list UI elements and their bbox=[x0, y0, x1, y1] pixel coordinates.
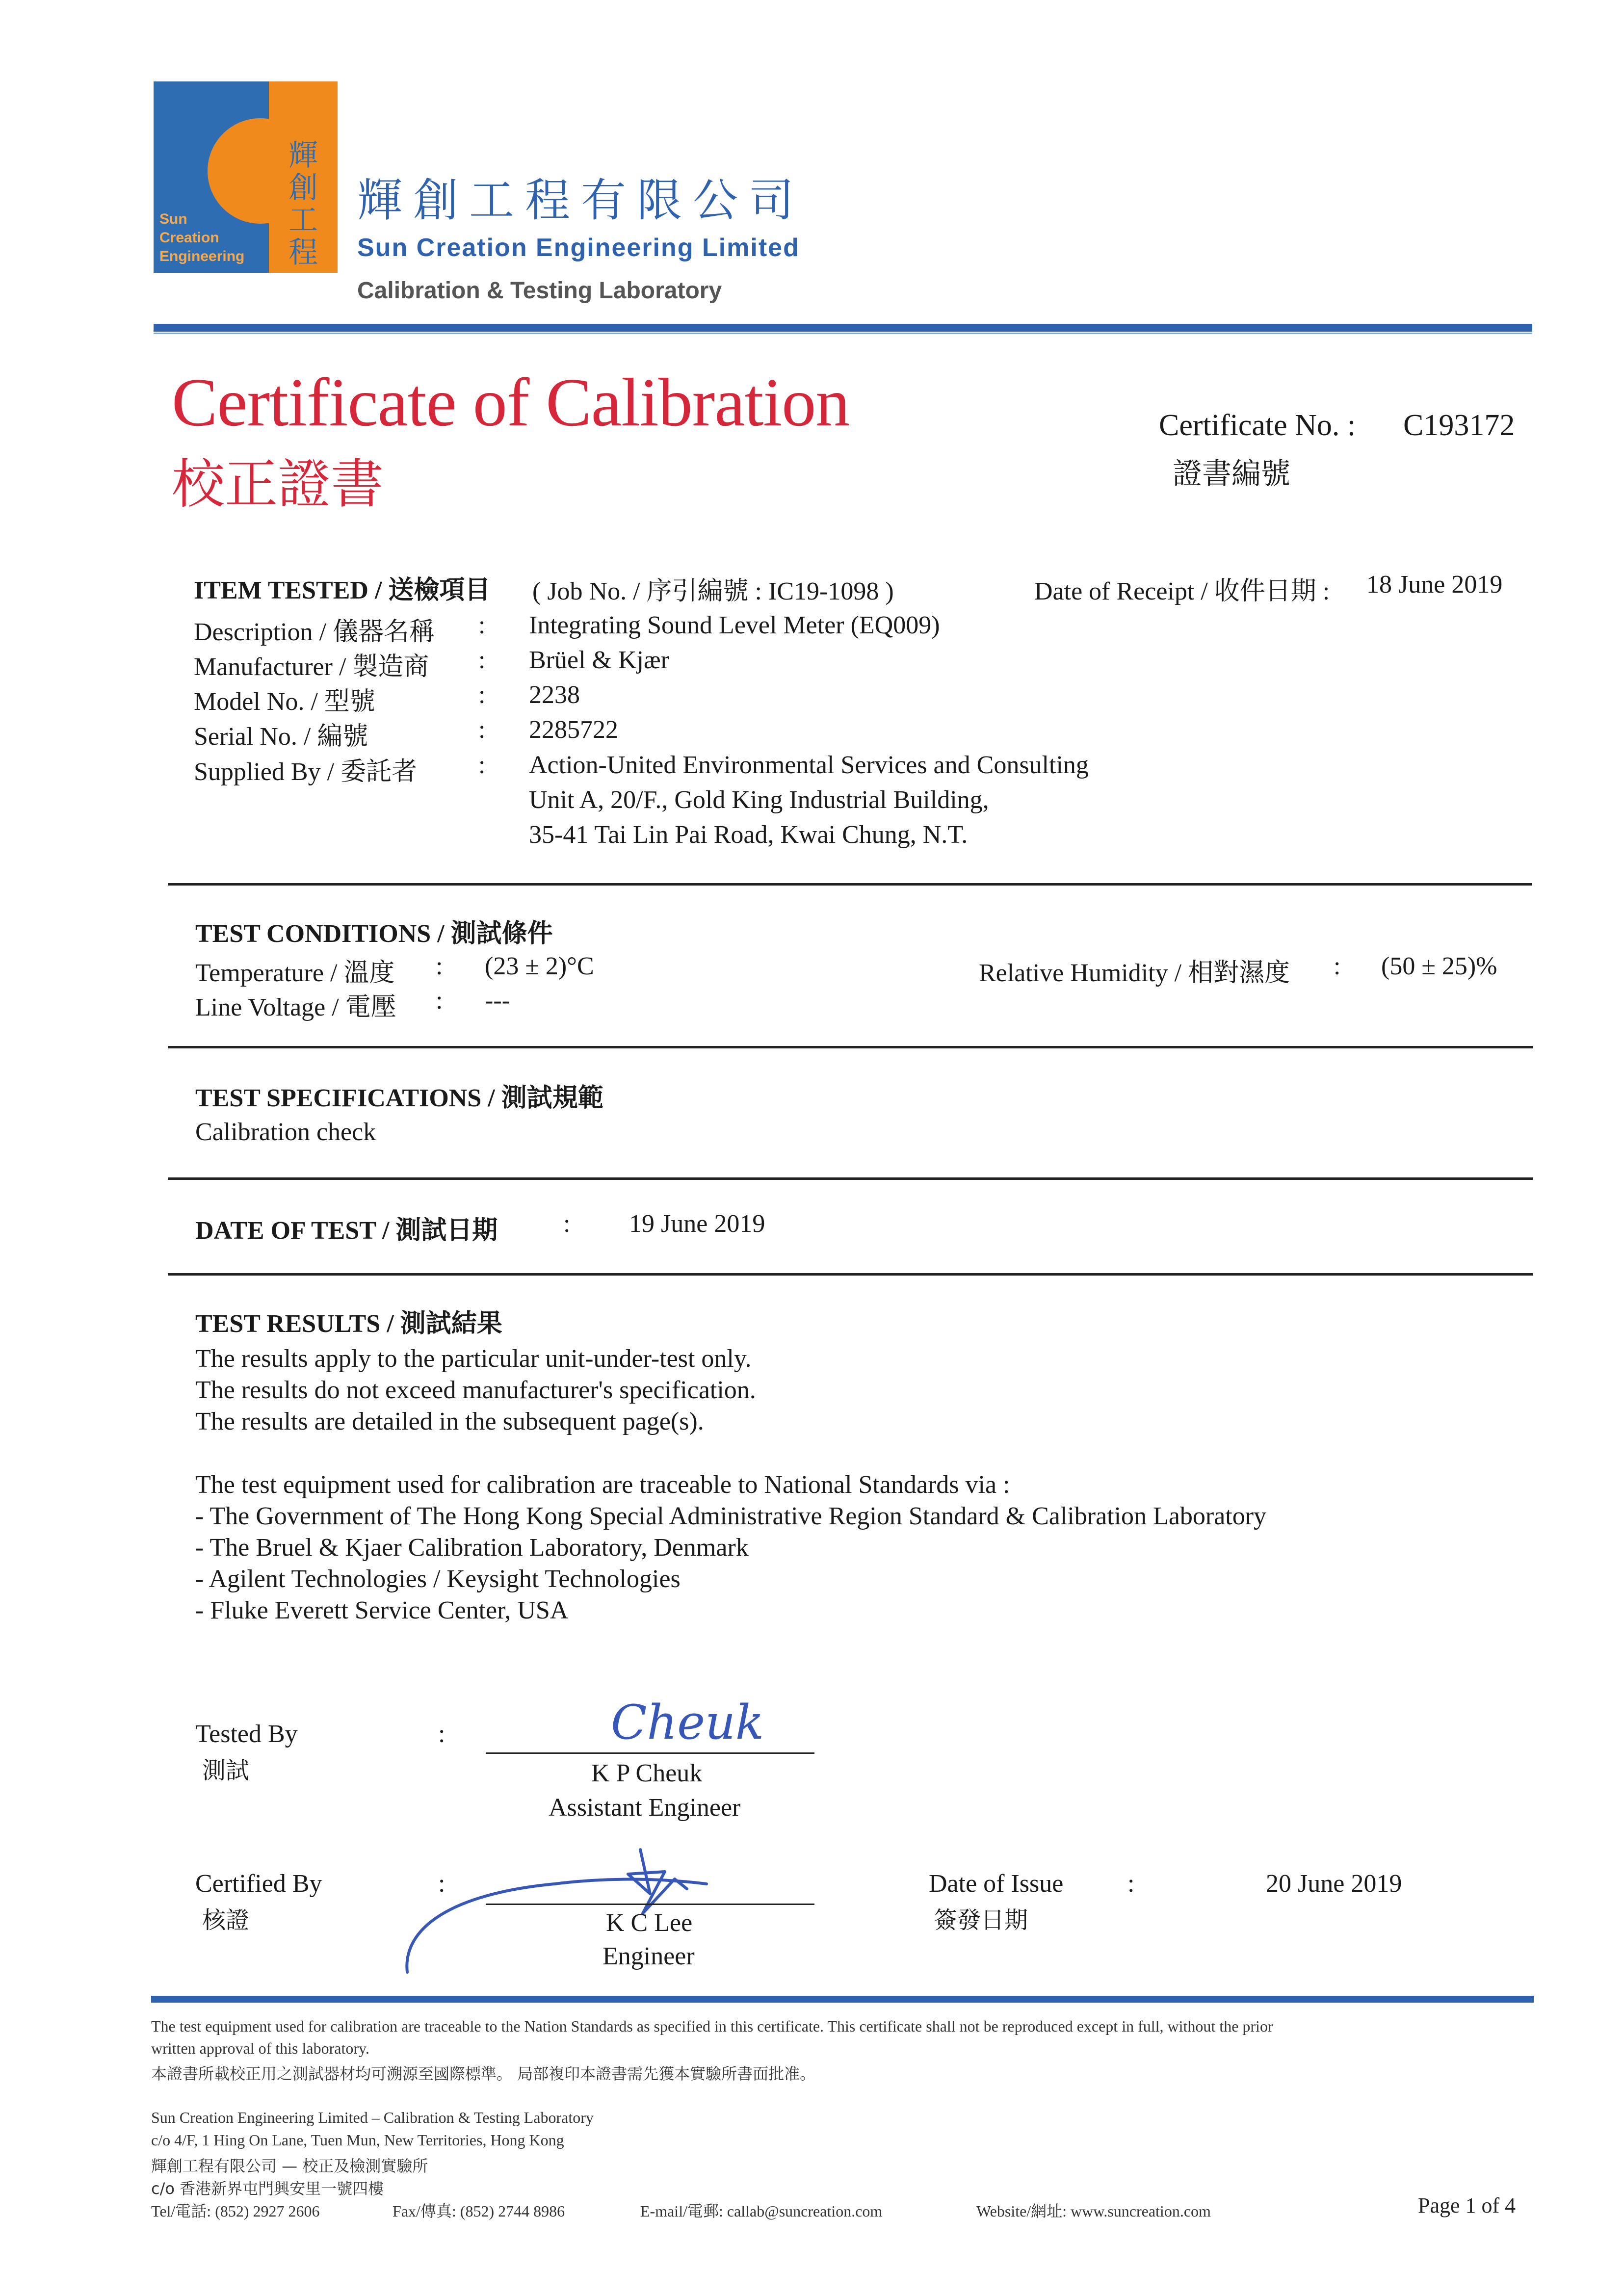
date-of-test-heading: DATE OF TEST / 測試日期 bbox=[195, 1217, 498, 1245]
colon: : bbox=[478, 751, 486, 779]
header-divider-thin bbox=[154, 333, 1532, 334]
result-line-1: The results apply to the particular unit-under-test only. bbox=[195, 1345, 752, 1373]
receipt-label: Date of Receipt / 收件日期 : bbox=[1034, 577, 1330, 605]
footer-email: E-mail/電郵: callab@suncreation.com bbox=[640, 2202, 883, 2220]
logo-cjk-1: 輝 bbox=[288, 138, 318, 173]
footer-note-cjk: 本證書所載校正用之測試器材均可溯源至國際標準。 局部複印本證書需先獲本實驗所書面批准。 bbox=[151, 2064, 816, 2083]
job-number: ( Job No. / 序引編號 : IC19-1098 ) bbox=[532, 577, 894, 605]
traceability-item-2: - The Bruel & Kjaer Calibration Laboratory, Denmark bbox=[195, 1534, 749, 1562]
tested-by-signature: Cheuk bbox=[611, 1695, 764, 1750]
cert-no-cjk: 證書編號 bbox=[1173, 457, 1290, 491]
test-specs-heading: TEST SPECIFICATIONS / 測試規範 bbox=[195, 1084, 603, 1112]
traceability-item-4: - Fluke Everett Service Center, USA bbox=[195, 1596, 569, 1624]
colon: : bbox=[436, 952, 443, 980]
footer-fax: Fax/傳真: (852) 2744 8986 bbox=[393, 2202, 565, 2220]
colon: : bbox=[478, 646, 486, 674]
supplier-address-line-2: 35-41 Tai Lin Pai Road, Kwai Chung, N.T. bbox=[529, 821, 968, 849]
footer-address-line-1: Sun Creation Engineering Limited – Calibration & Testing Laboratory bbox=[151, 2109, 594, 2126]
logo-cjk-4: 程 bbox=[288, 235, 318, 270]
line-voltage-label: Line Voltage / 電壓 bbox=[195, 993, 396, 1021]
field-value-supplier: Action-United Environmental Services and Consulting bbox=[529, 751, 1089, 779]
tested-by-name: K P Cheuk bbox=[591, 1759, 703, 1787]
tested-by-title: Assistant Engineer bbox=[549, 1794, 741, 1822]
item-tested-heading: ITEM TESTED / 送檢項目 bbox=[194, 576, 491, 604]
test-results-heading: TEST RESULTS / 測試結果 bbox=[195, 1310, 502, 1338]
colon: : bbox=[563, 1210, 571, 1238]
signature-line bbox=[486, 1752, 814, 1754]
section-divider bbox=[168, 883, 1532, 886]
field-label-description: Description / 儀器名稱 bbox=[194, 618, 435, 646]
temperature-value: (23 ± 2)°C bbox=[485, 952, 594, 980]
field-value-description: Integrating Sound Level Meter (EQ009) bbox=[529, 611, 940, 639]
cert-no-value: C193172 bbox=[1403, 409, 1515, 442]
logo-word-1: Sun bbox=[159, 211, 187, 227]
logo-blue-panel bbox=[154, 81, 269, 273]
certified-by-label-cjk: 核證 bbox=[202, 1906, 250, 1934]
certificate-title: Certificate of Calibration bbox=[172, 365, 850, 441]
field-value-serial: 2285722 bbox=[529, 716, 618, 744]
page-number: Page 1 of 4 bbox=[1418, 2193, 1516, 2218]
logo-cjk-3: 工 bbox=[288, 203, 318, 237]
section-divider bbox=[168, 1046, 1533, 1048]
cert-no-label: Certificate No. : bbox=[1159, 409, 1356, 442]
tested-by-label: Tested By bbox=[195, 1720, 298, 1748]
certificate-title-cjk: 校正證書 bbox=[172, 454, 384, 515]
footer-tel: Tel/電話: (852) 2927 2606 bbox=[151, 2202, 320, 2220]
field-label-supplier: Supplied By / 委託者 bbox=[194, 758, 418, 786]
issue-date-value: 20 June 2019 bbox=[1266, 1870, 1402, 1898]
field-label-model: Model No. / 型號 bbox=[194, 688, 375, 716]
traceability-intro: The test equipment used for calibration are traceable to National Standards via : bbox=[195, 1471, 1010, 1499]
result-line-3: The results are detailed in the subsequent page(s). bbox=[195, 1408, 704, 1435]
logo-sun-icon bbox=[208, 118, 269, 224]
traceability-item-3: - Agilent Technologies / Keysight Technologies bbox=[195, 1565, 681, 1593]
colon: : bbox=[478, 716, 486, 744]
logo-word-2: Creation bbox=[159, 230, 219, 246]
certified-by-label: Certified By bbox=[195, 1870, 322, 1898]
tested-by-label-cjk: 測試 bbox=[202, 1757, 250, 1784]
humidity-value: (50 ± 25)% bbox=[1381, 952, 1497, 980]
header-divider bbox=[154, 324, 1532, 332]
logo-wordmark bbox=[159, 210, 244, 266]
company-lab: Calibration & Testing Laboratory bbox=[357, 278, 722, 304]
footer-note: The test equipment used for calibration are traceable to the Nation Standards as specified in this certificate. This certificate shall not be reproduced except in full, without the prior bbox=[151, 2017, 1273, 2035]
colon: : bbox=[436, 987, 443, 1015]
field-value-model: 2238 bbox=[529, 681, 580, 709]
logo-cjk-2: 創 bbox=[288, 171, 318, 205]
logo-word-3: Engineering bbox=[159, 248, 245, 264]
line-voltage-value: --- bbox=[485, 987, 510, 1015]
company-logo bbox=[154, 81, 338, 273]
colon: : bbox=[478, 611, 486, 639]
receipt-value: 18 June 2019 bbox=[1366, 571, 1503, 599]
footer-divider bbox=[151, 1996, 1534, 2003]
logo-cjk-text bbox=[279, 139, 328, 269]
date-of-test-value: 19 June 2019 bbox=[629, 1210, 765, 1238]
test-specs-value: Calibration check bbox=[195, 1118, 376, 1146]
supplier-address-line-1: Unit A, 20/F., Gold King Industrial Building, bbox=[529, 786, 989, 814]
section-divider bbox=[168, 1177, 1533, 1180]
temperature-label: Temperature / 溫度 bbox=[195, 959, 395, 987]
footer-address-line-2: c/o 4/F, 1 Hing On Lane, Tuen Mun, New Territories, Hong Kong bbox=[151, 2131, 564, 2149]
certified-by-signature bbox=[393, 1830, 785, 1987]
field-value-manufacturer: Brüel & Kjær bbox=[529, 646, 669, 674]
company-name-cjk: 輝創工程有限公司 bbox=[357, 174, 805, 227]
company-name: Sun Creation Engineering Limited bbox=[357, 234, 800, 262]
traceability-item-1: - The Government of The Hong Kong Special Administrative Region Standard & Calibration Laboratory bbox=[195, 1502, 1267, 1530]
humidity-label: Relative Humidity / 相對濕度 bbox=[979, 959, 1290, 987]
footer-address-line-3: 輝創工程有限公司 — 校正及檢測實驗所 bbox=[151, 2157, 428, 2175]
certified-by-name: K C Lee bbox=[606, 1909, 693, 1937]
signature-line bbox=[486, 1904, 814, 1905]
test-conditions-heading: TEST CONDITIONS / 測試條件 bbox=[195, 920, 553, 948]
footer-note-2: written approval of this laboratory. bbox=[151, 2039, 369, 2057]
colon: : bbox=[1334, 952, 1341, 980]
field-label-manufacturer: Manufacturer / 製造商 bbox=[194, 653, 429, 681]
field-label-serial: Serial No. / 編號 bbox=[194, 723, 368, 751]
colon: : bbox=[478, 681, 486, 709]
certified-by-title: Engineer bbox=[602, 1942, 695, 1970]
colon: : bbox=[438, 1720, 445, 1748]
issue-date-label: Date of Issue bbox=[929, 1870, 1064, 1898]
issue-date-label-cjk: 簽發日期 bbox=[934, 1906, 1028, 1934]
section-divider bbox=[168, 1273, 1533, 1276]
footer-website: Website/網址: www.suncreation.com bbox=[976, 2202, 1211, 2220]
footer-address-line-4: c/o 香港新界屯門興安里一號四樓 bbox=[151, 2179, 384, 2198]
result-line-2: The results do not exceed manufacturer's specification. bbox=[195, 1376, 756, 1404]
colon: : bbox=[1127, 1870, 1135, 1898]
colon: : bbox=[438, 1870, 445, 1898]
